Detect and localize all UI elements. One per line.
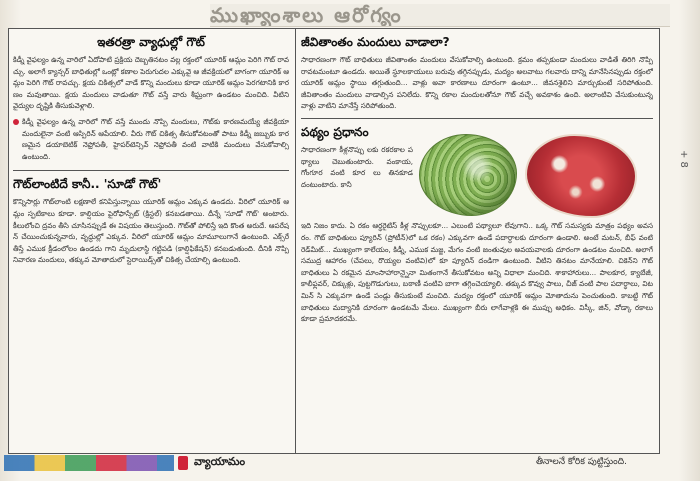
edge-marks: + 8	[678, 150, 689, 168]
footer-color-strip	[4, 455, 174, 471]
article1-bullet-row	[13, 116, 289, 166]
article3-box	[301, 35, 653, 119]
article4-para: ఇది నిజం కాదు. ఏ రకం ఆర్థరైటిస్ కీళ్ల నొప్పులకూ... ఎలుంటి పథ్యాలూ లేవుగాని.. ఒక్క గౌట్ సమస్యకు మాత్రం పథ్యం అవసరం. గౌట్ బాధితులు ప్యూరిన్ (ప్రోటీన్)లో ఒక రకం) ఎక్కువగా ఉండే పదార్థాలకు దూరంగా ఉండాలి. అంటే మటన్, బీఫ్ వంటి రెడ్‌మీట్... ముఖ్యంగా కాలేయం, కిడ్నీ, ఎముక మజ్జ, మేగం వంటి జంతువుల అవయవాలకు దూరంగా ఉండటం మంచిది. అలాగే సముద్ర ఆహారం (చేపలు, రొయ్యల వంటివి)లో కూ ప్యూరిన్ దండిగా ఉంటుంది. వీటిని తినటం మానేయాలి. చికెన్‌ని గౌట్ బాధితులు ఏ రకమైన మాంసాహారాన్నైనా మితంగానే తీసుకోవటం అన్ని విధాలా మంచిది. శాకాహారులు... పాలకూర, క్యాబేజీ, కాలీఫ్లవర్, చిక్కుళ్లు, పుట్టగొడుగులు, బఠాణీ వంటివి బాగా తగ్గించెయ్యాలి. తక్కువ కొవ్వు పాలు, చీజ్ వంటి పాల పదార్థాలు, విటమిన్ సి ఎక్కువగా ఉండే పండ్లు తీసుకుంటే మంచిది. మద్యం రక్తంలో యూరిక్ ఆమ్లం మోతాదును పెంచుతుంది. కాబట్టి గౌట్ బాధితులు మద్యానికి దూరంగా ఉండటమే మేలు. ముఖ్యంగా బీరు లాగేవాళ్లకి ఈ ముప్పు అధికం. విస్కీ, జిన్, వోడ్కా రకాలు కూడా ప్రమాదకరమే.	[301, 221, 653, 324]
left-column	[13, 29, 289, 453]
article2-para: కొన్నిసార్లు గౌట్‌లాంటి లక్షణాలే కనిపిస్తున్నాయి యూరిక్ ఆమ్లం ఎక్కువ ఉండదు. వీరిలో యూరిక్ ఆమ్లం స్ఫటికాలు కూడా. కాల్షియం పైరోఫాస్పేట్ (క్రిస్టల్) కనబడతాయి. దీన్నే 'సూడో గౌట్' అంటారు. కీలులోంచి ద్రవం తీసి చూసినప్పుడే ఈ విషయం తెలుస్తుంది. గౌట్‌తో పోలిస్తే ఇది కొంత అరుదే. ఆపరేషన్ చేయించుకున్నవారు, వృద్ధుల్లో ఎక్కువ. వీరిలో యూరిక్ ఆమ్లం మామూలుగానే ఉంటుంది. ఎక్స్‌రే తీస్తే ఎముక క్రీడంలోలం ఉండదు గాని మృదులాస్థి గట్టిపడి (కాల్షిఫికేషన్) కనబడుతుంది. దీనికి నొప్పి నివారణ మందులు, తక్కువ మోతాదులో స్టెరాయిడ్స్‌తో చికిత్స చేయాల్సి ఉంటుంది.	[13, 197, 289, 265]
article4-intro: సాధారణంగా కీళ్లనొప్పు లకు రకరకాల పథ్యాలు చెబుతుంటారు. వంకాయ, గోంగూర వంటి కూర లు తినకూడదంటుంటారు. కానీ	[301, 144, 413, 189]
left-divider	[13, 170, 289, 171]
footer-credit: తీనాలనే కోరిక పుట్టిస్తుంది.	[536, 457, 627, 467]
article1-para2: కిడ్నీ వైఫల్యం ఉన్న వారిలో గౌట్ వస్తే ముందు నొప్పి మందులు, గౌట్‌కు కారణమయ్యే జీవక్రియా మందులైనా వంటి ఆస్పిరిన్ ఆపేయాలి. వీరు గౌట్ చికిత్స తీసుకోవటంతో పాటు కిడ్నీ జబ్బుకు కారణమైన డయాబెటిక్ నెఫ్రోపతీ, హైపర్‌టెన్సివ్ నెఫ్రోపతీ వంటి వాటికి మందులు వేసుకోవాల్సి ఉంటుంది.	[22, 116, 289, 161]
cabbage-image	[419, 134, 517, 216]
article3-para: సాధారణంగా గౌట్ బాధితులు జీవితాంతం మందులు వేసుకోవాల్సి ఉంటుంది. క్రమం తప్పకుండా మందులు వాడితే తిరిగి నొప్పి రావటమంటూ ఉండదు. అయితే స్థూలకాయులు బరువు తగ్గినప్పుడు, మద్యం అలవాటు గలవారు దాన్ని మానేసినప్పుడు రక్తంలో యూరిక్ ఆమ్లం స్థాయి తగ్గుతుంది... వాళ్లు అవా కారణాలు దూరంగా ఉంటూ... జీవనశైలిని మార్చుకుంటే సరిపోతుంది. జీవితాంతం మందులు వాడాల్సిన పనిలేదు. కొన్ని రకాల మందులతోనూ గౌట్ వచ్చే అవకాశం ఉంది. అలాంటివి వేసుకుంటున్న వాళ్లు వాటిని మానేస్తే సరిపోతుంది.	[301, 55, 653, 111]
article2-heading: గౌట్‌లాంటిదే కానీ.. 'సూడో గౌట్'	[13, 177, 162, 192]
footer-bookmark-icon	[178, 456, 188, 470]
red-meat-image	[525, 134, 637, 218]
article3-heading: జీవితాంతం మందులు వాడాలా?	[301, 35, 450, 49]
article4-heading: పథ్యం ప్రధానం	[301, 124, 369, 139]
red-bullet-icon	[13, 119, 19, 125]
masthead-strip: ముఖ్యాంశాలు ఆరోగ్యం	[210, 4, 670, 27]
column-divider	[295, 29, 296, 453]
footer-section-label: వ్యాయామం	[194, 455, 246, 468]
food-images	[419, 134, 653, 218]
article1-heading: ఇతరత్రా వ్యాధుల్లో గౌట్	[97, 35, 205, 49]
article-frame	[8, 28, 660, 454]
right-column	[301, 29, 653, 453]
article1-para1: కిడ్నీ వైఫల్యం ఉన్న వారిలో ఏదోపాటి ప్రక్రియ దెబ్బతినటం వల్ల రక్తంలో యూరిక్ ఆమ్లం పెరిగి గౌట్ రావచ్చు. అలాగే క్యాన్సర్ బాధితుల్లో ఒంట్లో కణాల పెరుగుదల ఎక్కువై ఆ జీవక్రియలో బాగంగా యూరిక్ ఆమ్లం పెరిగి గౌట్ రావచ్చు. క్షయ చికిత్సలో వాడే కొన్ని మందులు కూడా యూరిక్ ఆమ్లం పెరగటానికి కారణం మవుతాయి. క్షయ మందులు వాడుతూ గౌట్ వస్తే వారు శీఘ్రంగా ఉండటం మంచిది. వీటిని వైద్యుల దృష్టికి తీసుకువెళ్లాలి.	[13, 55, 289, 111]
